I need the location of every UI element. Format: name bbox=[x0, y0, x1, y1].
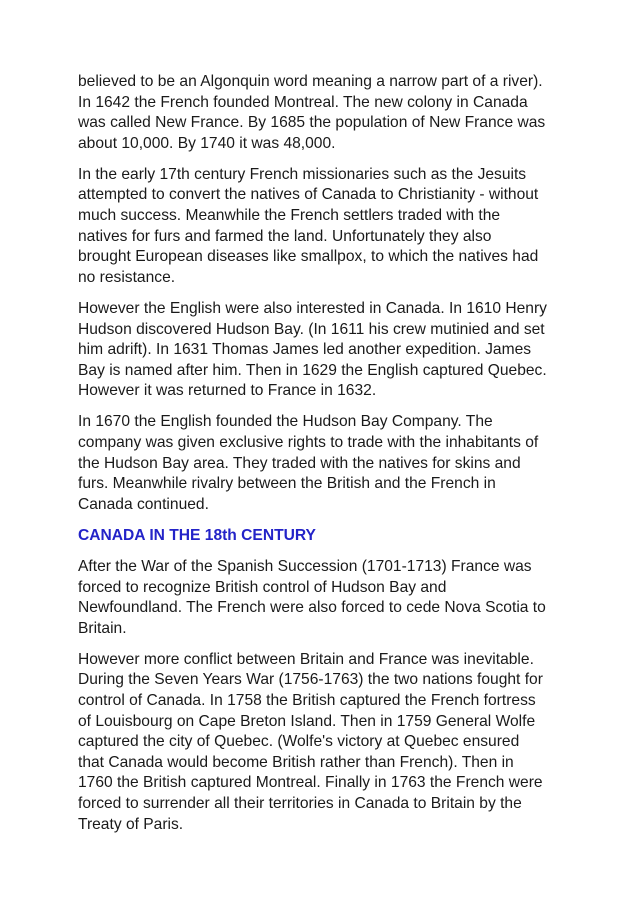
paragraph-seven-years-war: However more conflict between Britain and France was inevitable. During the Seven Years War (1756-1763) the two nations fought for control of Canada. In 1758 the British captured the French fortress of Louisbourg on Cape Breton Island. Then in 1759 General Wolfe captured the city of Quebec. (Wolfe's victory at Quebec ensured that Canada would become British rather than French). Then in 1760 the British captured Montreal. Finally in 1763 the French were forced to surrender all their territories in Canada to Britain by the Treaty of Paris. bbox=[78, 650, 543, 833]
paragraph-spanish-succession: After the War of the Spanish Succession (1701-1713) France was forced to recognize British control of Hudson Bay and Newfoundland. The French were also forced to cede Nova Scotia to Britain. bbox=[78, 557, 546, 637]
paragraph-new-france: believed to be an Algonquin word meaning a narrow part of a river). In 1642 the French founded Montreal. The new colony in Canada was called New France. By 1685 the population of New France was about 10,000. By 1740 it was 48,000. bbox=[78, 73, 546, 152]
document-body bbox=[78, 72, 573, 846]
paragraph-hudson-bay-company: In 1670 the English founded the Hudson Bay Company. The company was given exclusive rights to trade with the inhabitants of the Hudson Bay area. They traded with the natives for skins and furs. Meanwhile rivalry between the British and the French in Canada continued. bbox=[78, 413, 539, 513]
section-heading: CANADA IN THE 18th CENTURY bbox=[78, 526, 316, 544]
paragraph-english-interest: However the English were also interested in Canada. In 1610 Henry Hudson discovered Hudson Bay. (In 1611 his crew mutinied and set him adrift). In 1631 Thomas James led another expedition. James Bay is named after him. Then in 1629 the English captured Quebec. However it was returned to France in 1632. bbox=[78, 299, 547, 400]
paragraph-missionaries: In the early 17th century French missionaries such as the Jesuits attempted to convert the natives of Canada to Christianity - without much success. Meanwhile the French settlers traded with the natives for furs and farmed the land. Unfortunately they also brought European diseases like smallpox, to which the natives had no resistance. bbox=[78, 165, 539, 286]
